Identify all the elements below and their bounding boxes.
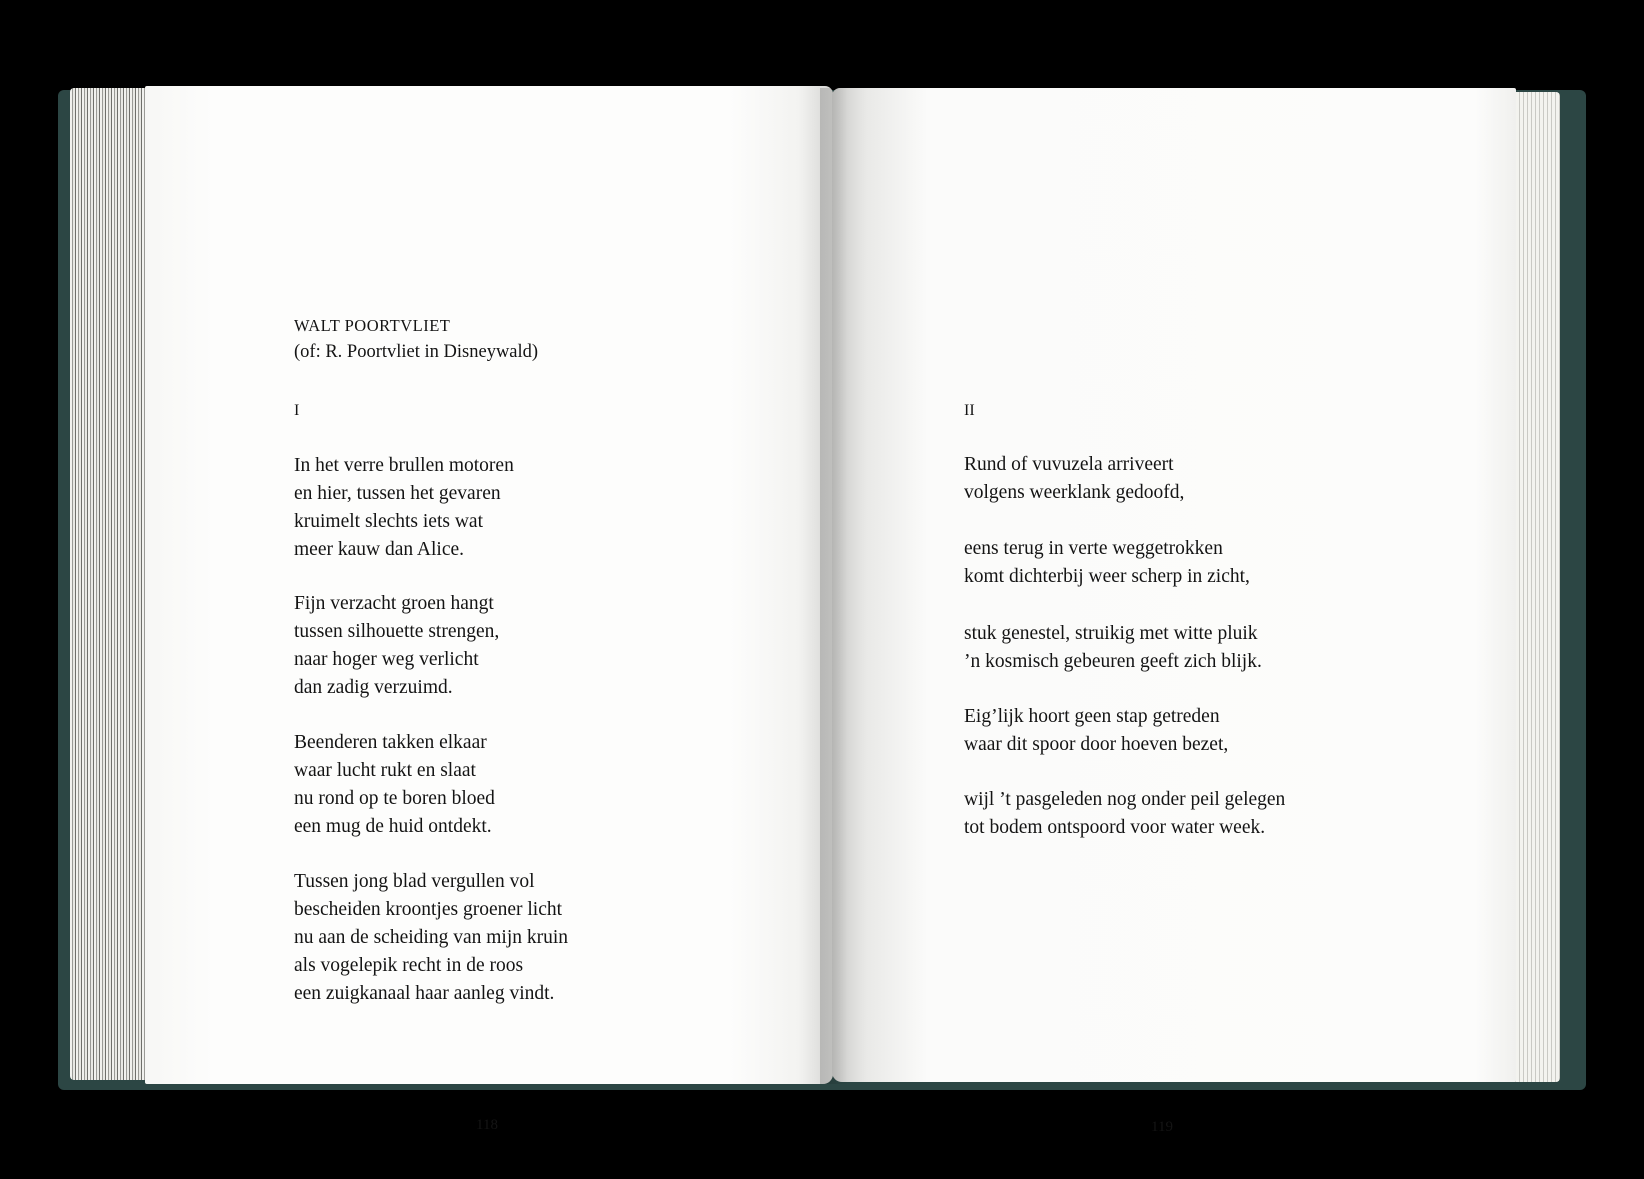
verse-line: en hier, tussen het gevaren xyxy=(294,483,501,504)
right-page xyxy=(832,88,1516,1135)
page-number: 119 xyxy=(1151,1119,1173,1135)
verse-line: tot bodem ontspoord voor water week. xyxy=(964,817,1266,838)
verse-line: Fijn verzacht groen hangt xyxy=(294,593,494,614)
verse-line: een zuigkanaal haar aanleg vindt. xyxy=(294,983,555,1004)
stanza xyxy=(294,452,514,564)
poem-subtitle: (of: R. Poortvliet in Disneywald) xyxy=(294,342,539,362)
stanza xyxy=(964,451,1184,507)
verse-line: waar lucht rukt en slaat xyxy=(294,760,476,781)
verse-line: In het verre brullen motoren xyxy=(294,455,514,476)
verse-line: Eig’lijk hoort geen stap getreden xyxy=(964,706,1220,727)
page-number: 118 xyxy=(476,1117,498,1133)
verse-line: komt dichterbij weer scherp in zicht, xyxy=(964,566,1250,587)
verse-line: als vogelepik recht in de roos xyxy=(294,955,524,976)
verse-line: wijl ’t pasgeleden nog onder peil gelegen xyxy=(964,789,1286,810)
verse-line: Beenderen takken elkaar xyxy=(294,732,487,753)
stanza xyxy=(964,535,1250,591)
verse-line: nu aan de scheiding van mijn kruin xyxy=(294,927,569,948)
section-number: I xyxy=(294,402,300,419)
section-number: II xyxy=(964,402,975,419)
verse-line: waar dit spoor door hoeven bezet, xyxy=(964,734,1229,755)
left-page xyxy=(145,86,833,1133)
gutter-shadow xyxy=(820,88,848,1084)
verse-line: kruimelt slechts iets wat xyxy=(294,511,484,532)
stanza xyxy=(294,868,568,1008)
verse-line: naar hoger weg verlicht xyxy=(294,649,479,670)
verse-line: ’n kosmisch gebeuren geeft zich blijk. xyxy=(964,651,1262,672)
stanza xyxy=(294,729,495,841)
verse-line: meer kauw dan Alice. xyxy=(294,539,465,560)
verse-line: Rund of vuvuzela arriveert xyxy=(964,454,1174,475)
verse-line: nu rond op te boren bloed xyxy=(294,788,495,809)
verse-line: tussen silhouette strengen, xyxy=(294,621,500,642)
stanza xyxy=(964,786,1285,842)
poem-author: WALT POORTVLIET xyxy=(294,316,451,335)
verse-line: Tussen jong blad vergullen vol xyxy=(294,871,535,892)
stanza xyxy=(294,590,499,702)
verse-line: eens terug in verte weggetrokken xyxy=(964,538,1223,559)
verse-line: een mug de huid ontdekt. xyxy=(294,816,492,837)
verse-line: bescheiden kroontjes groener licht xyxy=(294,899,563,920)
stanza xyxy=(964,620,1262,676)
verse-line: stuk genestel, struikig met witte pluik xyxy=(964,623,1258,644)
verse-line: dan zadig verzuimd. xyxy=(294,677,453,698)
page-edges-left xyxy=(70,88,150,1080)
stanza xyxy=(964,703,1228,759)
verse-line: volgens weerklank gedoofd, xyxy=(964,482,1185,503)
